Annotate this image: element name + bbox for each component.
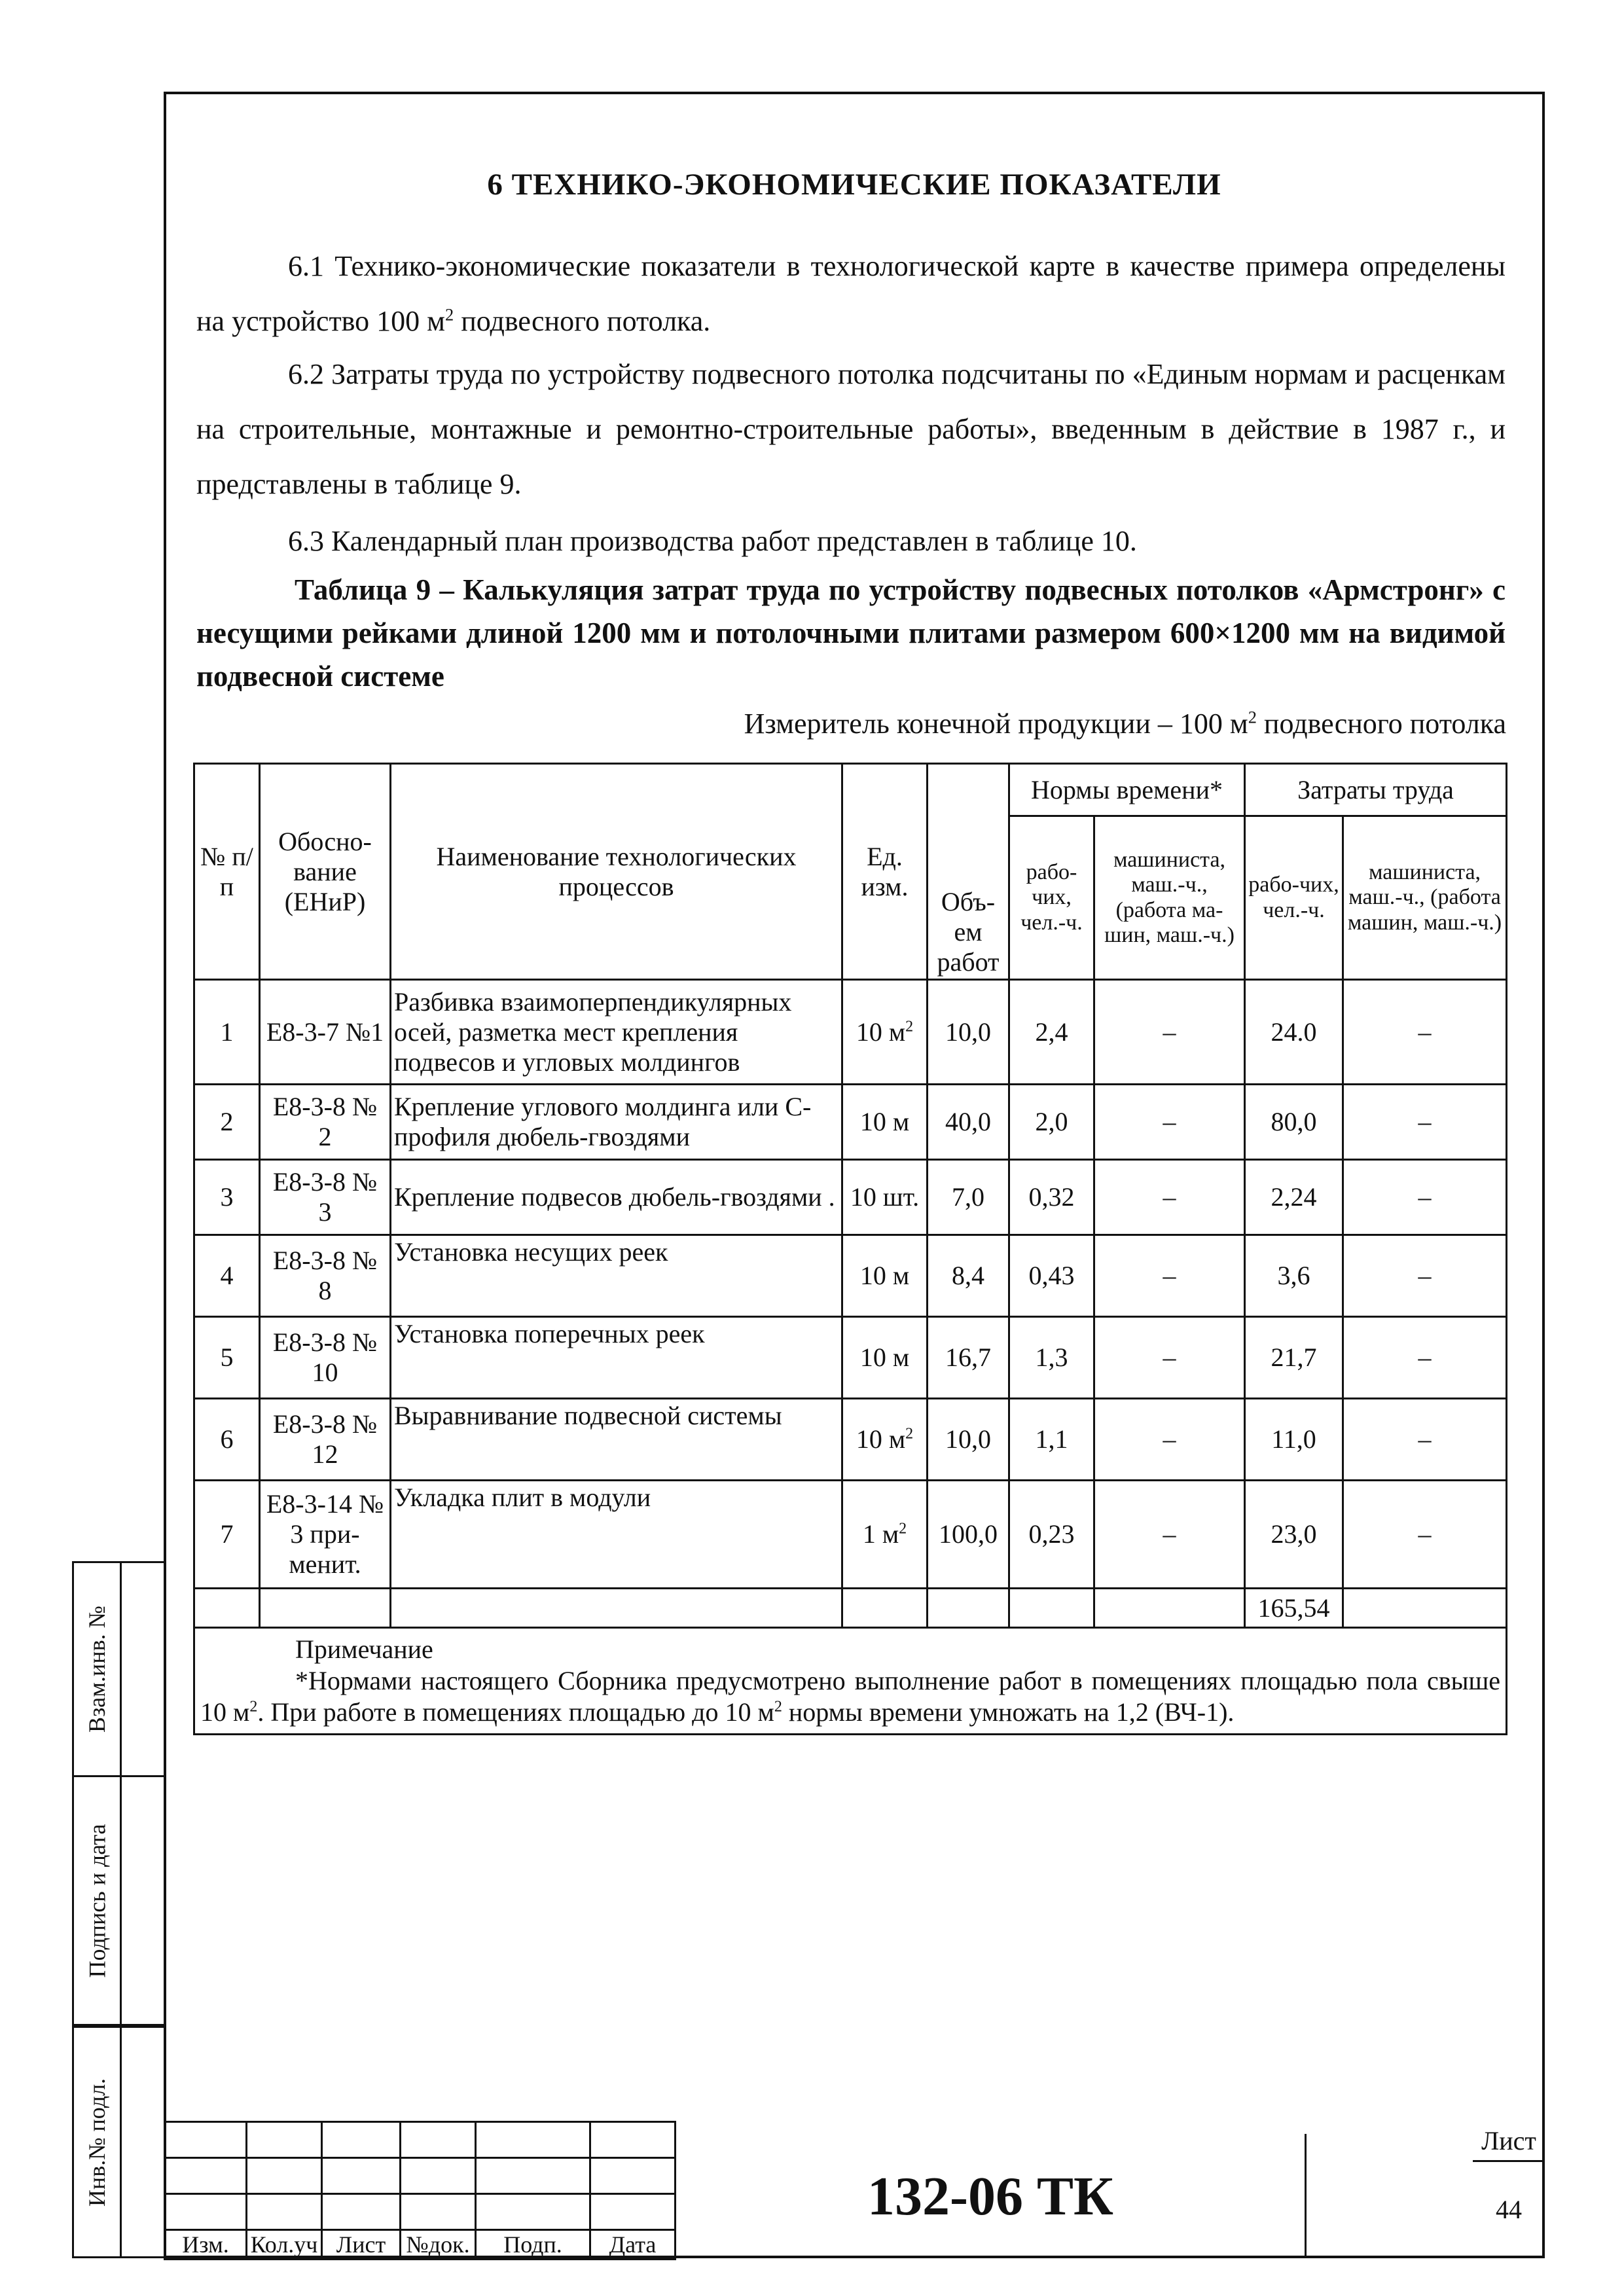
total-value: 165,54 <box>1245 1589 1343 1628</box>
note-title: Примечание <box>295 1634 433 1664</box>
measure-line: Измеритель конечной продукции – 100 $м^2$ подвесного потолка <box>744 707 1506 740</box>
stamp-grid <box>164 2121 676 2260</box>
paragraph-6-3: 6.3 Календарный план производства работ представлен в таблице 10. <box>288 525 1137 557</box>
sheet-number: 44 <box>1496 2194 1522 2224</box>
table-row: 7 Е8-3-14 № 3 при-менит. Укладка плит в модули 1 $м^2$ 100,0 0,23 – 23,0 – <box>194 1481 1507 1589</box>
side-label-vzam: Взам.инв. № <box>84 1606 110 1733</box>
side-label-inv: Инв.№ подл. <box>84 2078 110 2207</box>
side-strip-podpis <box>72 1777 164 2026</box>
table-row: 4 Е8-3-8 № 8 Установка несущих реек 10 м 8,4 0,43 – 3,6 – <box>194 1235 1507 1317</box>
note-text: *Нормами настоящего Сборника предусмотрено выполнение работ в помещениях площадью пола свыше 10 $м^2$. При работе в помещениях площадью до 10 $м^2$ нормы времени умножать на 1,2 (ВЧ-1). <box>200 1666 1501 1727</box>
header-machinist-cost: машиниста, маш.-ч., (работа машин, маш.-ч.) <box>1343 816 1507 980</box>
side-label-podpis: Подпись и дата <box>84 1824 111 1977</box>
table-caption: Таблица 9 – Калькуляция затрат труда по устройству подвесных потолков «Армстронг» с несущими рейками длиной 1200 мм и потолочными плитами размером 600×1200 мм на видимой подвесной системе <box>196 573 1506 693</box>
paragraph-6-2: 6.2 Затраты труда по устройству подвесного потолка подсчитаны по «Единым нормам и расценкам на строительные, монтажные и ремонтно-строительные работы», введенным в действие в 1987 г., и представлены в таблице 9. <box>196 358 1506 500</box>
table-total-row <box>194 1589 1507 1628</box>
stamp-col-kol: Кол.уч <box>247 2230 322 2260</box>
header-costs: Затраты труда <box>1245 764 1507 816</box>
side-strip-vzam <box>72 1561 164 1777</box>
header-workers-cost: рабо-чих, чел.-ч. <box>1245 816 1343 980</box>
stamp-col-izm: Изм. <box>165 2230 247 2260</box>
stamp-col-doc: №док. <box>401 2230 476 2260</box>
header-norms: Нормы времени* <box>1009 764 1245 816</box>
header-machinist-norm: машиниста, маш.-ч., (работа ма-шин, маш.-ч.) <box>1094 816 1245 980</box>
stamp-col-data: Дата <box>590 2230 676 2260</box>
title-block <box>164 2121 1545 2258</box>
stamp-col-podp: Подп. <box>476 2230 590 2260</box>
header-volume: Объ-ем работ <box>928 764 1009 980</box>
sheet-label: Лист <box>1473 2121 1545 2162</box>
section-heading: 6 ТЕХНИКО-ЭКОНОМИЧЕСКИЕ ПОКАЗАТЕЛИ <box>487 168 1221 202</box>
header-workers-norm: рабо-чих, чел.-ч. <box>1009 816 1094 980</box>
document-number: 132-06 ТК <box>674 2134 1307 2258</box>
labor-cost-table <box>193 763 1507 1735</box>
header-unit: Ед. изм. <box>842 764 928 980</box>
table-note-row <box>194 1628 1507 1735</box>
table-row: 1 Е8-3-7 №1 Разбивка взаимоперпендикулярных осей, разметка мест крепления подвесов и угловых молдингов 10 $м^2$ 10,0 2,4 – 24.0 – <box>194 980 1507 1085</box>
header-num: № п/п <box>194 764 260 980</box>
header-name: Наименование технологических процессов <box>391 764 842 980</box>
sheet-box <box>1473 2121 1545 2258</box>
table-row: 6 Е8-3-8 № 12 Выравнивание подвесной системы 10 $м^2$ 10,0 1,1 – 11,0 – <box>194 1399 1507 1481</box>
table-row: 5 Е8-3-8 № 10 Установка поперечных реек 10 м 16,7 1,3 – 21,7 – <box>194 1317 1507 1399</box>
table-row: 3 Е8-3-8 № 3 Крепление подвесов дюбель-гвоздями . 10 шт. 7,0 0,32 – 2,24 – <box>194 1160 1507 1235</box>
side-strip-inv <box>72 2026 164 2258</box>
stamp-col-list: Лист <box>322 2230 401 2260</box>
paragraph-6-1: 6.1 Технико-экономические показатели в технологической карте в качестве примера определены на устройство 100 $м^2$ подвесного потолка. <box>196 250 1506 337</box>
table-row: 2 Е8-3-8 № 2 Крепление углового молдинга или С-профиля дюбель-гвоздями 10 м 40,0 2,0 – 80,0 – <box>194 1085 1507 1160</box>
header-basis: Обосно-вание (ЕНиР) <box>260 764 391 980</box>
